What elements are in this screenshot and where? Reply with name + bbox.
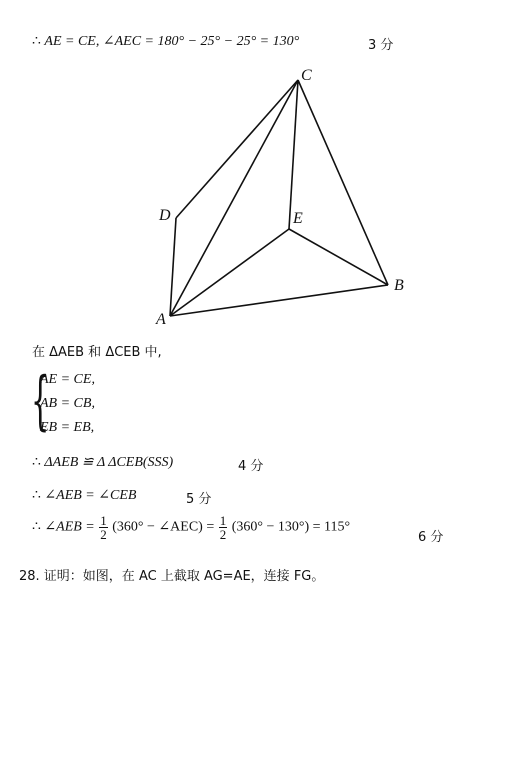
therefore-symbol: ∴ <box>32 488 41 503</box>
label-C: C <box>301 67 312 84</box>
angle-value-rhs: (360° − 130°) = 115° <box>231 519 351 535</box>
segment-AC <box>170 80 298 316</box>
in-triangles-line: 在 ΔAEB 和 ΔCEB 中, <box>32 345 162 360</box>
segment-CB <box>298 80 388 285</box>
system-row-3: EB = EB, <box>40 420 95 435</box>
segment-CE <box>289 80 298 229</box>
angle-value-mid: (360° − ∠AEC) = <box>112 519 215 535</box>
therefore-symbol: ∴ <box>32 34 41 49</box>
label-D: D <box>159 207 171 224</box>
system-row-2: AB = CB, <box>40 396 95 411</box>
therefore-symbol: ∴ <box>32 519 41 535</box>
therefore-symbol: ∴ <box>32 455 41 470</box>
geometry-figure <box>150 60 420 330</box>
angle-equal-text: ∠AEB = ∠CEB <box>44 488 137 503</box>
equation-line-1 <box>32 33 299 50</box>
segment-BA <box>170 285 388 316</box>
angle-value-lhs: ∠AEB = <box>44 519 95 535</box>
fraction-numerator: 1 <box>219 513 227 528</box>
left-brace: { <box>31 364 50 438</box>
segment-AE <box>170 229 289 316</box>
fraction-numerator: 1 <box>100 513 107 528</box>
equation-text: AE = CE, ∠AEC = 180° − 25° − 25° = 130° <box>44 34 300 49</box>
segment-EB <box>289 229 388 285</box>
label-A: A <box>156 311 166 328</box>
segment-DC <box>176 80 298 218</box>
score-label: 3 分 <box>368 38 394 53</box>
label-B: B <box>394 277 404 294</box>
label-E: E <box>293 210 303 227</box>
score-label: 6 分 <box>418 530 444 545</box>
fraction-denominator: 2 <box>100 527 107 542</box>
congruence-line <box>32 454 173 471</box>
fraction-denominator: 2 <box>219 527 227 542</box>
score-label: 4 分 <box>238 459 264 474</box>
angle-value-line <box>32 514 350 541</box>
system-row-1: AE = CE, <box>40 372 95 387</box>
segment-AD <box>170 218 176 316</box>
fraction-one-half <box>219 514 228 541</box>
fraction-one-half <box>99 514 108 541</box>
score-label: 5 分 <box>186 492 212 507</box>
congruence-text: ΔAEB ≌ Δ ΔCEB(SSS) <box>44 455 174 470</box>
proof-start-line: 28. 证明：如图，在 AC 上截取 AG=AE，连接 FG。 <box>19 569 325 584</box>
angle-equal-line <box>32 487 136 504</box>
